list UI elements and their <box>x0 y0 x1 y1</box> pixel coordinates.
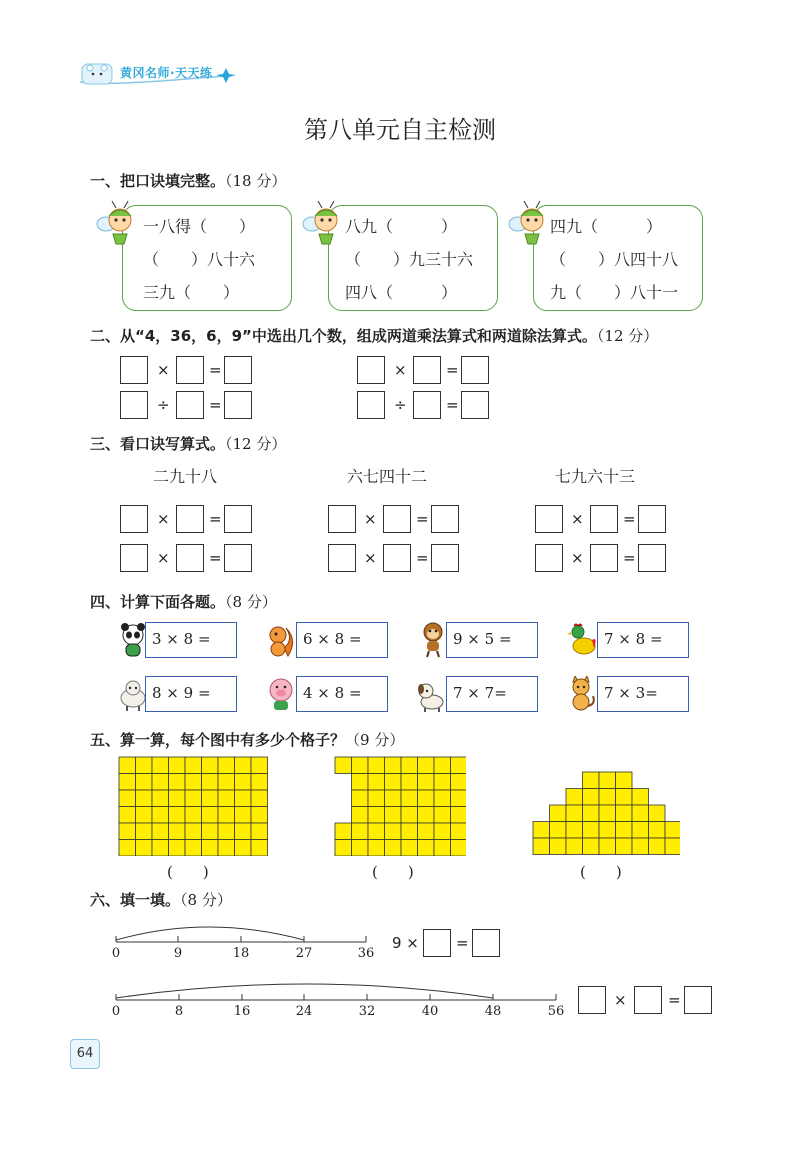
grid-cell <box>368 840 385 857</box>
grid-cell <box>185 790 202 807</box>
grid-cell <box>235 774 252 791</box>
grid-cell <box>385 757 402 774</box>
rhyme-line: （ ）八四十八 <box>550 250 679 269</box>
rhyme-phrase: 七九六十三 <box>555 467 636 486</box>
grid-cell <box>335 840 352 857</box>
grid-cell <box>218 757 235 774</box>
answer-box[interactable] <box>176 356 204 384</box>
tick-label: 18 <box>232 946 250 961</box>
grid-cell <box>418 790 435 807</box>
grid-cell <box>434 807 451 824</box>
grid-cell <box>434 823 451 840</box>
grid-cell <box>251 807 268 824</box>
answer-box[interactable] <box>590 544 618 572</box>
answer-box[interactable] <box>328 505 356 533</box>
answer-box[interactable] <box>684 986 712 1014</box>
grid-cell <box>583 789 600 806</box>
answer-box[interactable] <box>535 505 563 533</box>
answer-box[interactable] <box>461 356 489 384</box>
bee-mascot-icon <box>302 200 346 246</box>
grid-cell <box>152 774 169 791</box>
grid-answer-3[interactable]: ( ) <box>580 863 622 881</box>
grid-cell <box>185 807 202 824</box>
tick-label: 8 <box>174 1004 184 1019</box>
grid-cell <box>169 823 186 840</box>
grid-cell <box>451 774 467 791</box>
rhyme-phrase: 二九十八 <box>153 467 218 486</box>
section-4-heading: 四、计算下面各题。（8 分） <box>90 593 277 611</box>
grid-cell <box>352 807 369 824</box>
times-sign: × <box>157 549 170 567</box>
answer-box[interactable] <box>224 356 252 384</box>
grid-cell <box>251 790 268 807</box>
dog-icon <box>416 680 446 712</box>
grid-cell <box>599 805 616 822</box>
rhyme-line: （ ）八十六 <box>143 250 256 269</box>
answer-box[interactable] <box>431 505 459 533</box>
tick-label: 9 <box>173 946 183 961</box>
grid-cell <box>632 805 649 822</box>
grid-cell <box>583 822 600 839</box>
grid-cell <box>385 823 402 840</box>
cat-icon <box>566 676 596 712</box>
grid-cell <box>235 823 252 840</box>
header-logo <box>78 60 243 88</box>
grid-cell <box>218 774 235 791</box>
grid-cell <box>632 822 649 839</box>
grid-cell <box>550 838 567 855</box>
grid-cell <box>368 774 385 791</box>
tick-label: 24 <box>295 1004 313 1019</box>
grid-cell <box>251 840 268 857</box>
grid-cell <box>665 822 680 839</box>
equals-sign: = <box>209 396 222 414</box>
tick-label: 0 <box>111 1004 121 1019</box>
answer-box[interactable] <box>578 986 606 1014</box>
grid-cell <box>401 840 418 857</box>
grid-cell <box>434 757 451 774</box>
grid-cell <box>566 838 583 855</box>
grid-cell <box>616 822 633 839</box>
grid-cell <box>152 790 169 807</box>
bee-mascot-icon <box>96 200 140 246</box>
calc-box[interactable]: 7 × 3= <box>597 676 689 712</box>
rhyme-box-2 <box>328 205 498 311</box>
section-2-heading: 二、从“4，36，6，9”中选出几个数，组成两道乘法算式和两道除法算式。（12 分） <box>90 327 659 345</box>
sheep-icon <box>118 676 148 712</box>
grid-cell <box>235 840 252 857</box>
grid-cell <box>169 774 186 791</box>
grid-cell <box>169 807 186 824</box>
grid-cell <box>649 838 666 855</box>
grid-cell <box>152 807 169 824</box>
grid-cell <box>335 757 352 774</box>
rhyme-line: 四九（ ） <box>550 217 663 236</box>
rhyme-line: 一八得（ ） <box>143 217 256 236</box>
times-sign: × <box>364 510 377 528</box>
grid-cell <box>434 774 451 791</box>
answer-box[interactable] <box>176 505 204 533</box>
grid-cell <box>119 774 136 791</box>
answer-box[interactable] <box>383 544 411 572</box>
grid-cell <box>352 790 369 807</box>
grid-cell <box>550 805 567 822</box>
answer-box[interactable] <box>413 356 441 384</box>
equals-sign: = <box>209 361 222 379</box>
answer-box[interactable] <box>120 544 148 572</box>
grid-cell <box>401 807 418 824</box>
equation-prefix: 9 × <box>392 934 419 952</box>
grid-cell <box>616 789 633 806</box>
tick-label: 40 <box>421 1004 439 1019</box>
grid-cell <box>451 840 467 857</box>
grid-cell <box>218 790 235 807</box>
grid-cell <box>418 840 435 857</box>
rhyme-line: 三九（ ） <box>143 283 240 302</box>
grid-cell <box>119 840 136 857</box>
grid-cell <box>368 807 385 824</box>
grid-cell <box>185 823 202 840</box>
tick-label: 0 <box>111 946 121 961</box>
divide-sign: ÷ <box>157 396 170 414</box>
grid-cell <box>451 757 467 774</box>
equals-sign: = <box>416 510 429 528</box>
grid-cell <box>583 805 600 822</box>
tick-label: 36 <box>357 946 375 961</box>
answer-box[interactable] <box>224 391 252 419</box>
section-1-heading: 一、把口诀填完整。（18 分） <box>90 172 287 190</box>
grid-cell <box>583 838 600 855</box>
grid-cell <box>434 840 451 857</box>
grid-cell <box>665 838 680 855</box>
calc-box[interactable]: 8 × 9 = <box>145 676 237 712</box>
grid-cell <box>368 823 385 840</box>
equals-sign: = <box>456 934 469 952</box>
grid-cell <box>401 823 418 840</box>
grid-cell <box>202 823 219 840</box>
times-sign: × <box>157 510 170 528</box>
grid-cell <box>599 838 616 855</box>
grid-cell <box>385 790 402 807</box>
grid-cell <box>202 757 219 774</box>
equals-sign: = <box>623 549 636 567</box>
grid-figure-3 <box>532 771 680 857</box>
grid-cell <box>616 772 633 789</box>
answer-box[interactable] <box>638 544 666 572</box>
grid-cell <box>616 805 633 822</box>
grid-cell <box>202 774 219 791</box>
answer-box[interactable] <box>638 505 666 533</box>
grid-cell <box>251 823 268 840</box>
grid-cell <box>599 772 616 789</box>
calc-box[interactable]: 4 × 8 = <box>296 676 388 712</box>
grid-cell <box>169 790 186 807</box>
section-6-heading: 六、填一填。（8 分） <box>90 891 232 909</box>
grid-answer-2[interactable]: ( ) <box>372 863 414 881</box>
grid-cell <box>152 823 169 840</box>
grid-cell <box>401 757 418 774</box>
grid-cell <box>451 823 467 840</box>
rhyme-phrase: 六七四十二 <box>347 467 428 486</box>
calc-box[interactable]: 3 × 8 = <box>145 622 237 658</box>
calc-box[interactable]: 7 × 7= <box>446 676 538 712</box>
grid-cell <box>533 838 550 855</box>
answer-box[interactable] <box>120 356 148 384</box>
grid-cell <box>418 807 435 824</box>
grid-cell <box>352 840 369 857</box>
grid-cell <box>235 790 252 807</box>
divide-sign: ÷ <box>394 396 407 414</box>
grid-cell <box>599 789 616 806</box>
grid-cell <box>533 822 550 839</box>
section-3-heading: 三、看口诀写算式。（12 分） <box>90 435 287 453</box>
grid-cell <box>185 774 202 791</box>
grid-cell <box>418 823 435 840</box>
times-sign: × <box>614 991 627 1009</box>
grid-cell <box>352 823 369 840</box>
answer-box[interactable] <box>176 544 204 572</box>
answer-box[interactable] <box>461 391 489 419</box>
answer-box[interactable] <box>431 544 459 572</box>
monkey-icon <box>418 620 448 658</box>
grid-cell <box>566 789 583 806</box>
rhyme-box-3 <box>533 205 703 311</box>
times-sign: × <box>364 549 377 567</box>
grid-cell <box>251 774 268 791</box>
grid-cell <box>632 789 649 806</box>
squirrel-icon <box>266 622 296 658</box>
equals-sign: = <box>446 361 459 379</box>
grid-cell <box>202 840 219 857</box>
times-sign: × <box>571 510 584 528</box>
grid-figure-2 <box>334 756 466 856</box>
tick-label: 56 <box>547 1004 565 1019</box>
page-title: 第八单元自主检测 <box>304 116 496 144</box>
grid-cell <box>418 757 435 774</box>
grid-cell <box>169 757 186 774</box>
grid-cell <box>434 790 451 807</box>
rhyme-line: 四八（ ） <box>345 283 458 302</box>
answer-box[interactable] <box>224 544 252 572</box>
rooster-icon <box>566 622 596 658</box>
grid-cell <box>251 757 268 774</box>
grid-cell <box>599 822 616 839</box>
grid-cell <box>550 822 567 839</box>
grid-cell <box>185 757 202 774</box>
bee-mascot-icon <box>508 200 552 246</box>
grid-cell <box>385 840 402 857</box>
answer-box[interactable] <box>423 929 451 957</box>
grid-cell <box>136 757 153 774</box>
grid-figure-1 <box>118 756 270 856</box>
calc-box[interactable]: 6 × 8 = <box>296 622 388 658</box>
times-sign: × <box>157 361 170 379</box>
grid-cell <box>202 807 219 824</box>
grid-cell <box>152 840 169 857</box>
tick-label: 32 <box>358 1004 376 1019</box>
grid-cell <box>119 757 136 774</box>
rhyme-line: （ ）九三十六 <box>345 250 474 269</box>
answer-box[interactable] <box>357 391 385 419</box>
equals-sign: = <box>416 549 429 567</box>
tick-label: 16 <box>233 1004 251 1019</box>
grid-cell <box>566 805 583 822</box>
equals-sign: = <box>446 396 459 414</box>
grid-cell <box>401 790 418 807</box>
grid-cell <box>451 807 467 824</box>
rhyme-line: 九（ ）八十一 <box>550 283 679 302</box>
grid-cell <box>119 790 136 807</box>
grid-cell <box>136 840 153 857</box>
answer-box[interactable] <box>120 505 148 533</box>
grid-cell <box>352 774 369 791</box>
grid-cell <box>335 823 352 840</box>
answer-box[interactable] <box>383 505 411 533</box>
times-sign: × <box>394 361 407 379</box>
answer-box[interactable] <box>120 391 148 419</box>
equals-sign: = <box>209 549 222 567</box>
grid-cell <box>136 774 153 791</box>
grid-cell <box>136 823 153 840</box>
equals-sign: = <box>623 510 636 528</box>
tick-label: 27 <box>295 946 313 961</box>
answer-box[interactable] <box>176 391 204 419</box>
answer-box[interactable] <box>413 391 441 419</box>
grid-cell <box>418 774 435 791</box>
grid-cell <box>401 774 418 791</box>
grid-cell <box>136 790 153 807</box>
grid-cell <box>218 807 235 824</box>
grid-cell <box>352 757 369 774</box>
grid-cell <box>583 772 600 789</box>
grid-cell <box>152 757 169 774</box>
answer-box[interactable] <box>328 544 356 572</box>
grid-cell <box>368 757 385 774</box>
grid-cell <box>451 790 467 807</box>
rhyme-box-1 <box>122 205 292 311</box>
brand-text: 黄冈名师·天天练 <box>120 66 213 80</box>
grid-cell <box>185 840 202 857</box>
grid-cell <box>566 822 583 839</box>
equals-sign: = <box>209 510 222 528</box>
grid-cell <box>202 790 219 807</box>
grid-cell <box>235 807 252 824</box>
grid-cell <box>649 805 666 822</box>
times-sign: × <box>571 549 584 567</box>
grid-cell <box>368 790 385 807</box>
calc-box[interactable]: 7 × 8 = <box>597 622 689 658</box>
grid-cell <box>119 807 136 824</box>
page-number: 64 <box>70 1039 100 1069</box>
grid-cell <box>169 840 186 857</box>
answer-box[interactable] <box>535 544 563 572</box>
grid-cell <box>632 838 649 855</box>
rhyme-line: 八九（ ） <box>345 217 458 236</box>
number-line-2 <box>108 976 564 1006</box>
panda-icon <box>118 622 148 658</box>
grid-cell <box>385 807 402 824</box>
answer-box[interactable] <box>472 929 500 957</box>
answer-box[interactable] <box>224 505 252 533</box>
equals-sign: = <box>668 991 681 1009</box>
grid-cell <box>136 807 153 824</box>
answer-box[interactable] <box>357 356 385 384</box>
number-line-1 <box>108 918 378 948</box>
grid-cell <box>218 823 235 840</box>
grid-cell <box>218 840 235 857</box>
grid-cell <box>616 838 633 855</box>
tick-label: 48 <box>484 1004 502 1019</box>
grid-cell <box>649 822 666 839</box>
calc-box[interactable]: 9 × 5 = <box>446 622 538 658</box>
answer-box[interactable] <box>634 986 662 1014</box>
grid-answer-1[interactable]: ( ) <box>167 863 209 881</box>
answer-box[interactable] <box>590 505 618 533</box>
section-5-heading: 五、算一算，每个图中有多少个格子？（9 分） <box>90 731 405 749</box>
grid-cell <box>385 774 402 791</box>
pig-icon <box>266 676 296 712</box>
grid-cell <box>119 823 136 840</box>
grid-cell <box>235 757 252 774</box>
